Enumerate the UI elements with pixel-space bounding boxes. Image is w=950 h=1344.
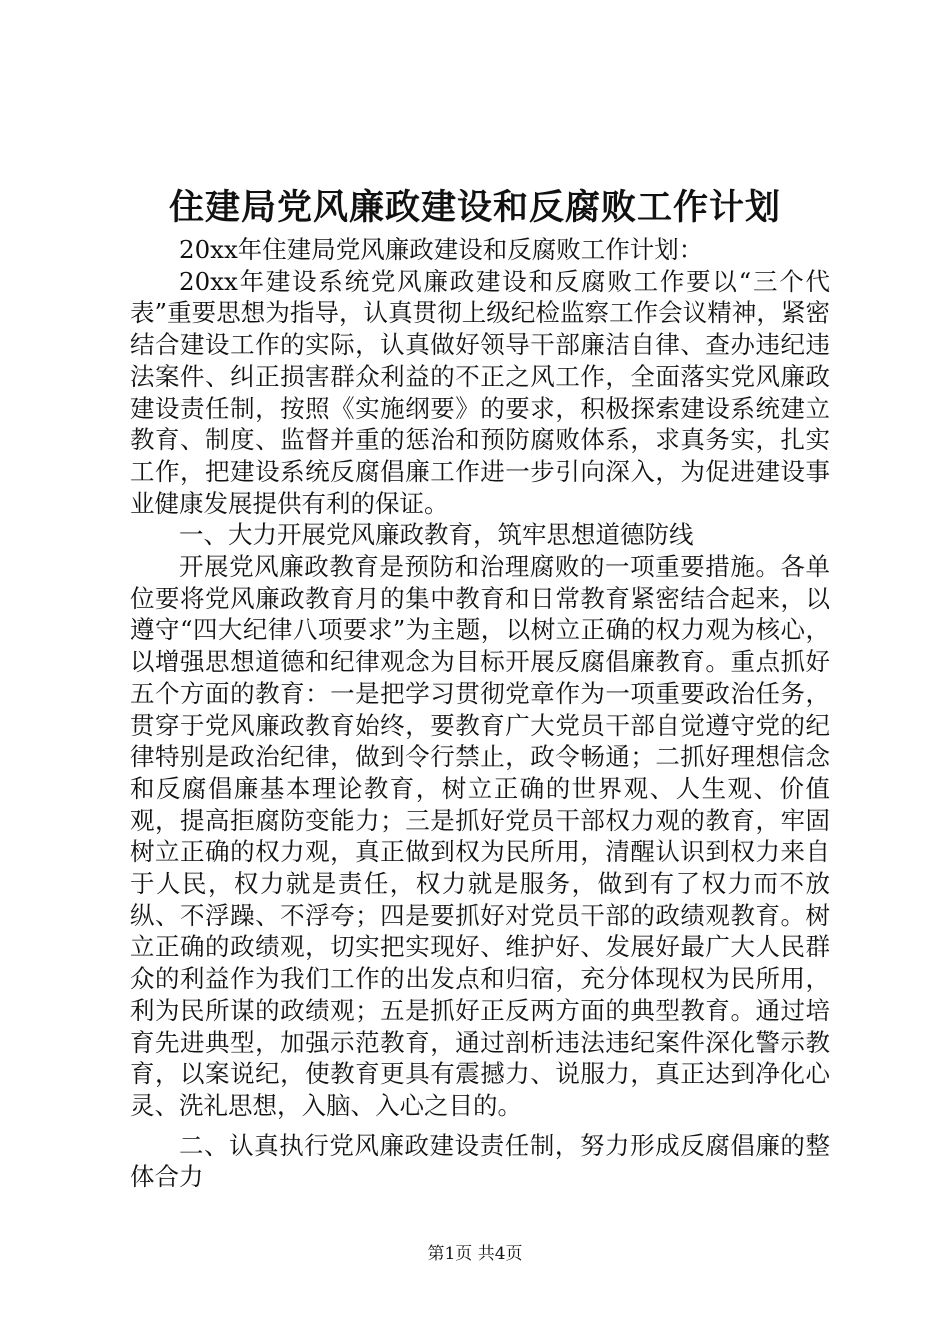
section-heading-1: 一、大力开展党风廉政教育，筑牢思想道德防线 (179, 520, 694, 550)
paragraph-intro: 20xx年住建局党风廉政建设和反腐败工作计划： (179, 235, 704, 264)
document-body (130, 234, 830, 1193)
paragraph-education: 开展党风廉政教育是预防和治理腐败的一项重要措施。各单位要将党风廉政教育月的集中教育和日常教育紧密结合起来，以遵守“四大纪律八项要求”为主题，以树立正确的权力观为核心，以增强思想道德和纪律观念为目标开展反腐倡廉教育。重点抓好五个方面的教育：一是把学习贯彻党章作为一项重要政治任务，贯穿于党风廉政教育始终，要教育广大党员干部自觉遵守党的纪律特别是政治纪律，做到令行禁止，政令畅通；二抓好理想信念和反腐倡廉基本理论教育，树立正确的世界观、人生观、价值观，提高拒腐防变能力；三是抓好党员干部权力观的教育，牢固树立正确的权力观，真正做到权为民所用，清醒认识到权力来自于人民，权力就是责任，权力就是服务，做到有了权力而不放纵、不浮躁、不浮夸；四是要抓好对党员干部的政绩观教育。树立正确的政绩观，切实把实现好、维护好、发展好最广大人民群众的利益作为我们工作的出发点和归宿，充分体现权为民所用，利为民所谋的政绩观；五是抓好正反两方面的典型教育。通过培育先进典型，加强示范教育，通过剖析违法违纪案件深化警示教育，以案说纪，使教育更具有震撼力、说服力，真正达到净化心灵、洗礼思想，入脑、入心之目的。 (130, 552, 830, 1120)
document-title: 住建局党风廉政建设和反腐败工作计划 (168, 187, 781, 228)
section-heading-2: 二、认真执行党风廉政建设责任制，努力形成反腐倡廉的整体合力 (130, 1130, 830, 1192)
page-footer: 第1页 共4页 (427, 1244, 523, 1264)
paragraph-overview: 20xx年建设系统党风廉政建设和反腐败工作要以“三个代表”重要思想为指导，认真贯彻上级纪检监察工作会议精神，紧密结合建设工作的实际，认真做好领导干部廉洁自律、查办违纪违法案件、纠正损害群众利益的不正之风工作，全面落实党风廉政建设责任制，按照《实施纲要》的要求，积极探索建设系统建立教育、制度、监督并重的惩治和预防腐败体系，求真务实，扎实工作，把建设系统反腐倡廉工作进一步引向深入，为促进建设事业健康发展提供有利的保证。 (130, 266, 830, 518)
